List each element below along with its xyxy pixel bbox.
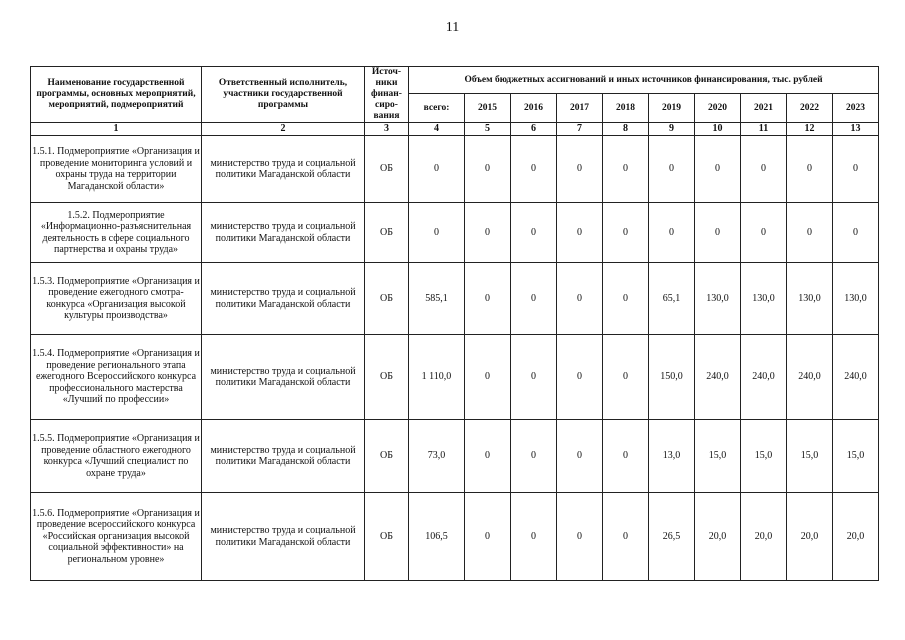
column-number: 13: [833, 123, 879, 136]
row-source: ОБ: [365, 420, 409, 493]
row-name: 1.5.1. Подмероприятие «Организация и проведение мониторинга условий и охраны труда на территории Магаданской области»: [31, 136, 202, 203]
row-value: 0: [557, 335, 603, 420]
page-number: 11: [445, 20, 460, 35]
table-row: [31, 263, 879, 335]
header-responsible: Ответственный исполнитель, участники государственной программы: [202, 67, 365, 123]
row-total: 0: [409, 136, 465, 203]
row-value: 240,0: [741, 335, 787, 420]
header-year: 2021: [741, 94, 787, 123]
row-value: 0: [603, 203, 649, 263]
column-number: 4: [409, 123, 465, 136]
row-value: 0: [511, 420, 557, 493]
table-row: [31, 493, 879, 581]
row-value: 0: [465, 203, 511, 263]
row-value: 15,0: [833, 420, 879, 493]
row-value: 26,5: [649, 493, 695, 581]
row-value: 0: [511, 493, 557, 581]
column-number: 1: [31, 123, 202, 136]
row-value: 0: [465, 136, 511, 203]
row-source: ОБ: [365, 493, 409, 581]
column-number: 6: [511, 123, 557, 136]
row-value: 20,0: [833, 493, 879, 581]
row-value: 0: [695, 136, 741, 203]
row-value: 0: [787, 203, 833, 263]
row-total: 106,5: [409, 493, 465, 581]
row-source: ОБ: [365, 203, 409, 263]
header-total: всего:: [409, 94, 465, 123]
row-name: 1.5.3. Подмероприятие «Организация и проведение ежегодного смотра-конкурса «Организация высокой культуры производства»: [31, 263, 202, 335]
row-total: 0: [409, 203, 465, 263]
row-name: 1.5.5. Подмероприятие «Организация и проведение областного ежегодного конкурса «Лучший специалист по охране труда»: [31, 420, 202, 493]
row-value: 0: [603, 335, 649, 420]
row-value: 0: [787, 136, 833, 203]
row-value: 130,0: [695, 263, 741, 335]
row-value: 0: [557, 203, 603, 263]
row-value: 15,0: [695, 420, 741, 493]
row-responsible: министерство труда и социальной политики Магаданской области: [202, 136, 365, 203]
column-number: 7: [557, 123, 603, 136]
row-value: 130,0: [741, 263, 787, 335]
header-volume: Объем бюджетных ассигнований и иных источников финансирования, тыс. рублей: [409, 67, 879, 94]
row-value: 0: [741, 136, 787, 203]
column-number: 8: [603, 123, 649, 136]
column-number: 3: [365, 123, 409, 136]
row-name: 1.5.2. Подмероприятие «Информационно-разъяснительная деятельность в сфере социального партнерства и охраны труда»: [31, 203, 202, 263]
row-value: 0: [603, 493, 649, 581]
row-value: 0: [557, 420, 603, 493]
row-value: 0: [511, 203, 557, 263]
row-source: ОБ: [365, 263, 409, 335]
row-responsible: министерство труда и социальной политики Магаданской области: [202, 493, 365, 581]
header-year: 2022: [787, 94, 833, 123]
table-row: [31, 335, 879, 420]
row-value: 0: [833, 136, 879, 203]
row-source: ОБ: [365, 335, 409, 420]
row-value: 20,0: [787, 493, 833, 581]
column-number: 11: [741, 123, 787, 136]
row-value: 240,0: [695, 335, 741, 420]
row-value: 240,0: [833, 335, 879, 420]
row-value: 65,1: [649, 263, 695, 335]
row-value: 0: [695, 203, 741, 263]
row-value: 130,0: [833, 263, 879, 335]
row-source: ОБ: [365, 136, 409, 203]
row-value: 15,0: [741, 420, 787, 493]
row-value: 0: [833, 203, 879, 263]
header-year: 2019: [649, 94, 695, 123]
row-value: 0: [465, 335, 511, 420]
row-value: 0: [649, 203, 695, 263]
row-name: 1.5.4. Подмероприятие «Организация и проведение регионального этапа ежегодного Всероссийского конкурса профессионального мастерства «Лучший по профессии»: [31, 335, 202, 420]
row-value: 0: [741, 203, 787, 263]
column-number: 2: [202, 123, 365, 136]
row-value: 13,0: [649, 420, 695, 493]
row-value: 0: [603, 420, 649, 493]
column-number: 10: [695, 123, 741, 136]
row-value: 0: [465, 263, 511, 335]
row-value: 150,0: [649, 335, 695, 420]
column-number: 5: [465, 123, 511, 136]
table-row: [31, 420, 879, 493]
column-number-row: [31, 123, 879, 136]
row-total: 585,1: [409, 263, 465, 335]
row-responsible: министерство труда и социальной политики Магаданской области: [202, 263, 365, 335]
row-value: 0: [465, 420, 511, 493]
table-row: [31, 203, 879, 263]
row-value: 15,0: [787, 420, 833, 493]
header-year: 2017: [557, 94, 603, 123]
row-responsible: министерство труда и социальной политики Магаданской области: [202, 420, 365, 493]
row-value: 0: [557, 136, 603, 203]
budget-table: [30, 66, 879, 581]
row-value: 0: [511, 136, 557, 203]
row-total: 73,0: [409, 420, 465, 493]
row-value: 240,0: [787, 335, 833, 420]
row-value: 0: [557, 493, 603, 581]
row-value: 0: [465, 493, 511, 581]
row-value: 0: [511, 335, 557, 420]
row-value: 0: [603, 136, 649, 203]
header-year: 2023: [833, 94, 879, 123]
table-row: [31, 136, 879, 203]
row-value: 130,0: [787, 263, 833, 335]
header-name: Наименование государственной программы, основных мероприятий, мероприятий, подмероприятий: [31, 67, 202, 123]
column-number: 12: [787, 123, 833, 136]
header-year: 2018: [603, 94, 649, 123]
header-year: 2015: [465, 94, 511, 123]
column-number: 9: [649, 123, 695, 136]
row-value: 0: [511, 263, 557, 335]
row-value: 0: [557, 263, 603, 335]
row-responsible: министерство труда и социальной политики Магаданской области: [202, 335, 365, 420]
row-value: 0: [649, 136, 695, 203]
header-year: 2020: [695, 94, 741, 123]
row-total: 1 110,0: [409, 335, 465, 420]
header-source: Источ-ники финан-сиро-вания: [365, 67, 409, 123]
row-name: 1.5.6. Подмероприятие «Организация и проведение всероссийского конкурса «Российская организация высокой социальной эффективности» на региональном уровне»: [31, 493, 202, 581]
row-responsible: министерство труда и социальной политики Магаданской области: [202, 203, 365, 263]
row-value: 20,0: [741, 493, 787, 581]
header-year: 2016: [511, 94, 557, 123]
row-value: 0: [603, 263, 649, 335]
row-value: 20,0: [695, 493, 741, 581]
